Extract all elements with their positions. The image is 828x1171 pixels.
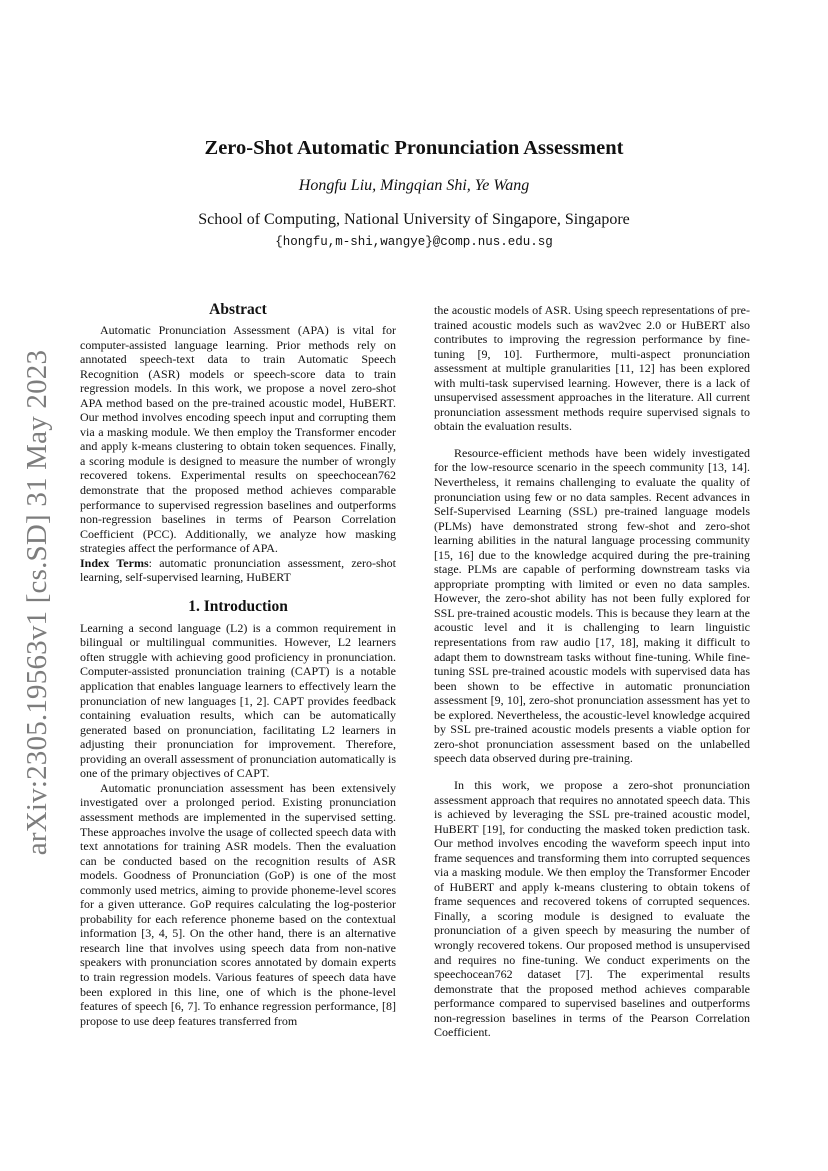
paper-authors: Hongfu Liu, Mingqian Shi, Ye Wang xyxy=(298,177,530,194)
introduction-heading: 1. Introduction xyxy=(188,597,288,615)
left-column xyxy=(80,300,396,1028)
abstract-heading: Abstract xyxy=(209,301,267,318)
paper-affiliation: School of Computing, National University of Singapore, Singapore xyxy=(198,211,630,228)
intro-paragraph-5: In this work, we propose a zero-shot pronunciation assessment approach that requires no annotated speech data. This is achieved by leveraging the SSL pre-trained acoustic model, HuBERT [19], for conducting the masked token prediction task. Our method involves encoding the waveform speech input into frame sequences and transforming them into corrupted sequences via a masking module. We then employ the Transformer Encoder of HuBERT and apply k-means clustering to obtain tokens of frame sequences and recovered tokens of corrupted sequences. Finally, a scoring module is designed to evaluate the pronunciation of a given speech by measuring the number of wrongly recovered tokens. Our proposed method is unsupervised and requires no fine-tuning. We conduct experiments on the speechocean762 dataset [7]. The experimental results demonstrate that the proposed method achieves comparable performance compared to supervised baselines and outperforms non-regression baselines in terms of the Pearson Correlation Coefficient. xyxy=(434,777,750,1040)
intro-paragraph-1: Learning a second language (L2) is a common requirement in bilingual or multilingual communities. However, L2 learners often struggle with achieving good proficiency in pronunciation. Computer-assisted pronunciation training (CAPT) is a notable application that enables language learners to effectively learn the pronunciation of new languages [1, 2]. CAPT provides feedback containing evaluation results, which can be automatically generated based on pronunciation, facilitating L2 learners in adjusting their pronunciation for improvement. Therefore, providing an overall assessment of pronunciation automatically is one of the primary objectives of CAPT. xyxy=(80,620,396,781)
arxiv-identifier-text: arXiv:2305.19563v1 [cs.SD] 31 May 2023 xyxy=(21,349,54,855)
paper-email: {hongfu,m-shi,wangye}@comp.nus.edu.sg xyxy=(275,235,553,249)
intro-paragraph-2: Automatic pronunciation assessment has been extensively investigated over a prolonged period. Existing pronunciation assessment methods are implemented in the supervised setting. These approaches involve the usage of collected speech data with text annotations for training ASR models. Then the evaluation can be conducted based on the recognition results of ASR models. Goodness of Pronunciation (GoP) is one of the most commonly used metrics, aiming to provide phoneme-level scores for a given utterance. GoP requires calculating the log-posterior probability for each reference phoneme based on the contextual information [3, 4, 5]. On the other hand, there is an alternative research line that involves using speech data from non-native speakers with pronunciation scores annotated by domain experts to train regression models. Various features of speech data have been explored in this line, one of which is the phone-level features of speech [6, 7]. To enhance regression performance, [8] propose to use deep features transferred from xyxy=(80,780,396,1028)
right-column xyxy=(434,303,750,1040)
index-terms-label: Index Terms xyxy=(80,555,149,570)
index-terms xyxy=(80,556,396,585)
intro-paragraph-3: the acoustic models of ASR. Using speech representations of pre-trained acoustic models such as wav2vec 2.0 or HuBERT also contributes to improving the regression performance by fine-tuning [9, 10]. Furthermore, multi-aspect pronunciation assessment at multiple granularities [11, 12] has been explored with multi-task supervised learning. However, there is a lack of unsupervised assessment approaches in the literature. All current pronunciation assessment methods require supervised signals to obtain the evaluation results. xyxy=(434,303,750,434)
index-terms-text: : automatic pronunciation assessment, zero-shot learning, self-supervised learning, HuBERT xyxy=(80,555,396,585)
arxiv-identifier-stamp xyxy=(12,349,64,855)
paper-title: Zero-Shot Automatic Pronunciation Assessment xyxy=(204,137,624,159)
abstract-text: Automatic Pronunciation Assessment (APA) is vital for computer-assisted language learning. Prior methods rely on annotated speech-text data to train Automatic Speech Recognition (ASR) models or speech-score data to train regression models. In this work, we propose a novel zero-shot APA method based on the pre-trained acoustic model, HuBERT. Our method involves encoding speech input and corrupting them via a masking module. We then employ the Transformer encoder and apply k-means clustering to obtain token sequences. Finally, a scoring module is designed to measure the number of wrongly recovered tokens. Experimental results on speechocean762 demonstrate that the proposed method achieves comparable performance to supervised regression baselines and outperforms non-regression baselines in terms of Pearson Correlation Coefficient (PCC). Additionally, we analyze how masking strategies affect the performance of APA. xyxy=(80,323,396,556)
intro-paragraph-4: Resource-efficient methods have been widely investigated for the low-resource scenario in the speech community [13, 14]. Nevertheless, it remains challenging to evaluate the quality of pronunciation using few or no data samples. Recent advances in Self-Supervised Learning (SSL) pre-trained language models (PLMs) have demonstrated strong few-shot and zero-shot learning abilities in the natural language processing community [15, 16] due to the knowledge acquired during the pre-training stage. PLMs are capable of performing downstream tasks via appropriate prompting with limited or even no data samples. However, the zero-shot ability has not been fully explored for SSL pre-trained acoustic models. This is because they learn at the acoustic level and it is challenging to learn linguistic representations from raw audio [17, 18], making it difficult to adapt them to downstream tasks without fine-tuning. While fine-tuning SSL pre-trained acoustic models with supervised data has been shown to be effective in automatic pronunciation assessment [9, 10], zero-shot pronunciation assessment has yet to be explored. Nevertheless, the acoustic-level knowledge acquired by SSL pre-trained acoustic models presents a viable option for zero-shot pronunciation assessment based on the unlabelled speech data observed during pre-training. xyxy=(434,445,750,766)
